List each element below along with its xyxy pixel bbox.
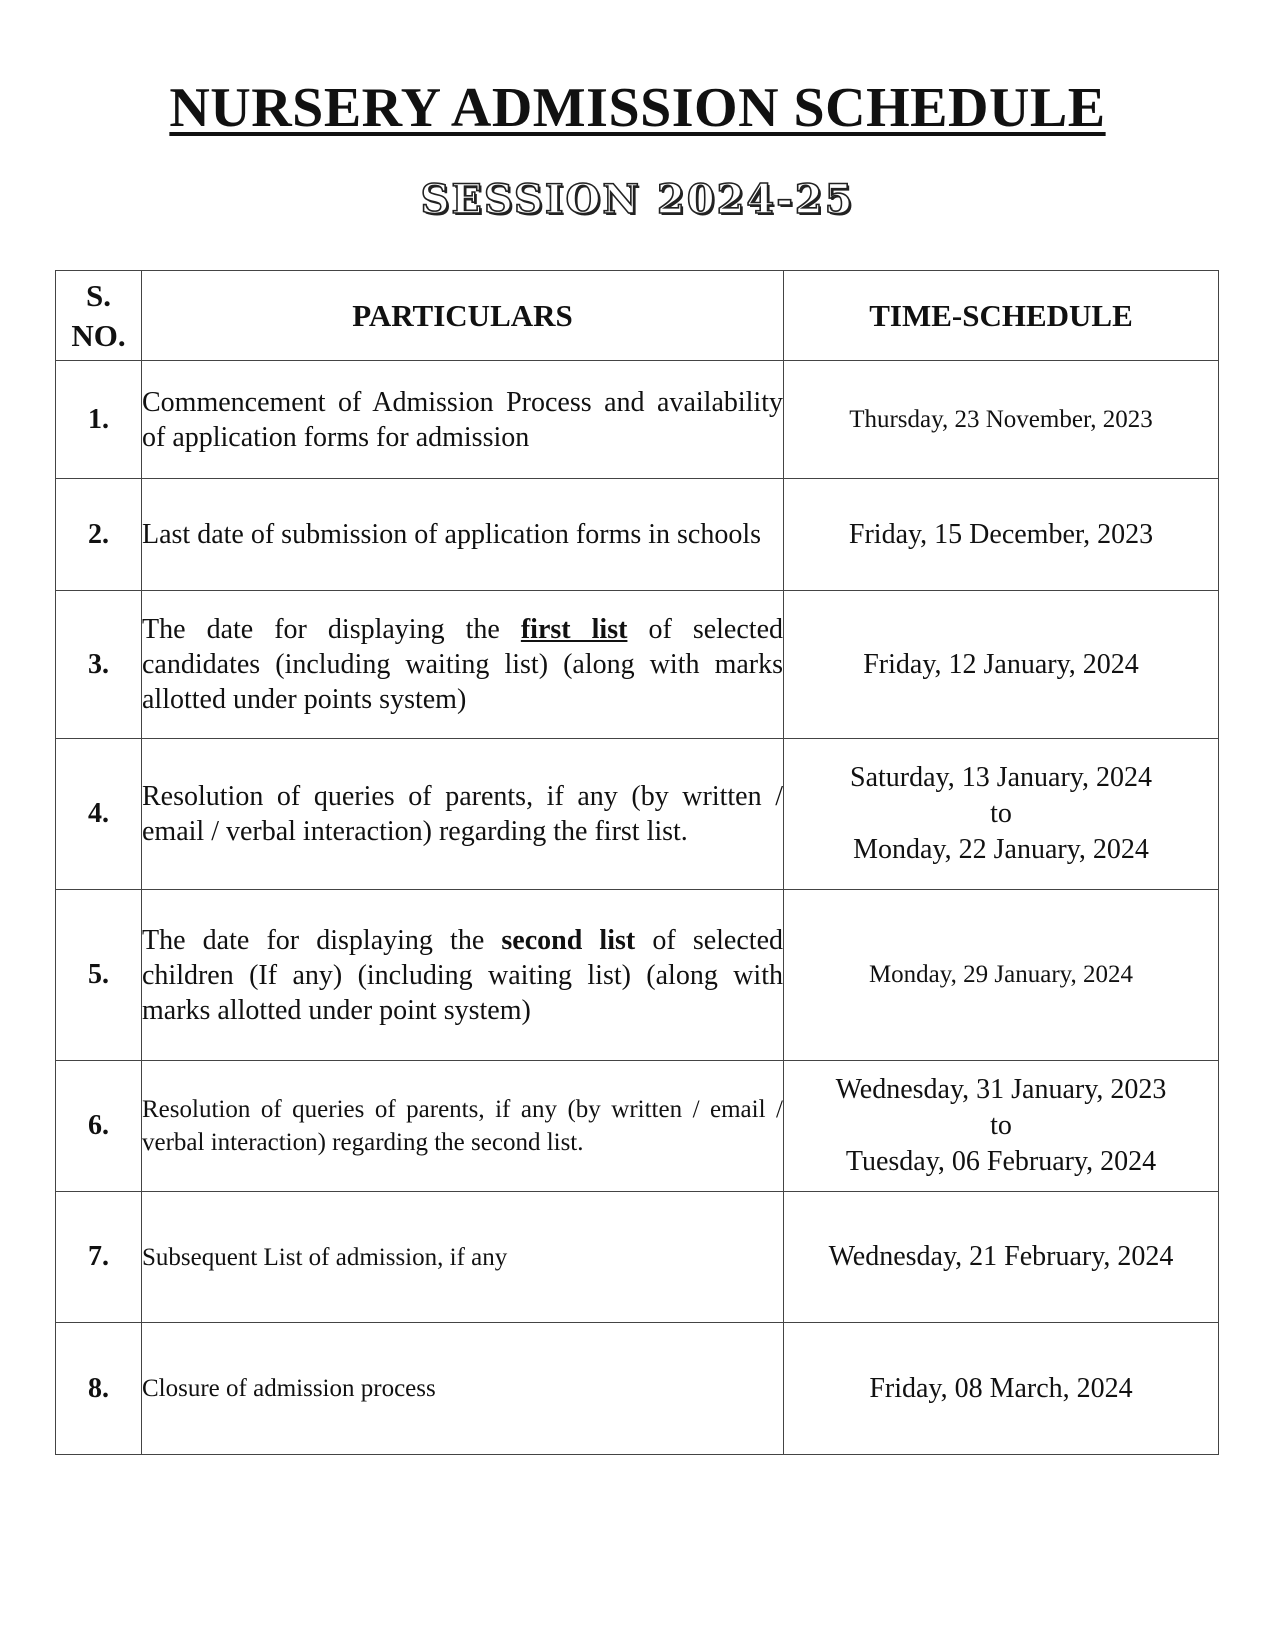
page-title xyxy=(0,72,1275,144)
row-sno: 3. xyxy=(56,591,142,739)
row-sno: 2. xyxy=(56,479,142,591)
table-row xyxy=(56,739,1219,890)
row-particulars: Resolution of queries of parents, if any (by written / email / verbal interaction) regarding the first list. xyxy=(142,739,784,890)
time-to: Tuesday, 06 February, 2024 xyxy=(845,1146,1157,1177)
time-from: Saturday, 13 January, 2024 xyxy=(850,762,1152,793)
row-time: Friday, 12 January, 2024 xyxy=(784,591,1219,739)
row-time: Thursday, 23 November, 2023 xyxy=(784,361,1219,479)
table-row xyxy=(56,890,1219,1061)
table-row xyxy=(56,361,1219,479)
row-sno: 7. xyxy=(56,1192,142,1323)
first-list-emphasis: first list xyxy=(520,614,628,645)
table-row xyxy=(56,1323,1219,1455)
row-sno: 8. xyxy=(56,1323,142,1455)
particulars-text-before: The date for displaying the xyxy=(142,924,502,956)
time-from: Wednesday, 31 January, 2023 xyxy=(835,1074,1167,1105)
row-particulars: Subsequent List of admission, if any xyxy=(142,1192,784,1323)
header-particulars: PARTICULARS xyxy=(142,271,784,361)
row-particulars xyxy=(142,890,784,1061)
row-time: Wednesday, 21 February, 2024 xyxy=(784,1192,1219,1323)
row-particulars: Closure of admission process xyxy=(142,1323,784,1455)
time-to: Monday, 22 January, 2024 xyxy=(853,834,1149,865)
table-row xyxy=(56,479,1219,591)
header-time-schedule: TIME-SCHEDULE xyxy=(784,271,1219,361)
page-title-text: NURSERY ADMISSION SCHEDULE xyxy=(169,77,1106,139)
time-separator: to xyxy=(990,798,1012,829)
row-sno: 1. xyxy=(56,361,142,479)
row-particulars xyxy=(142,591,784,739)
particulars-text-before: The date for displaying the xyxy=(142,614,521,645)
table-row xyxy=(56,591,1219,739)
admission-schedule-table xyxy=(55,270,1219,1455)
row-time-range xyxy=(784,739,1219,890)
row-time: Friday, 15 December, 2023 xyxy=(784,479,1219,591)
time-separator: to xyxy=(990,1110,1012,1141)
table-header-row xyxy=(56,271,1219,361)
row-particulars: Resolution of queries of parents, if any (by written / email / verbal interaction) regarding the second list. xyxy=(142,1061,784,1192)
row-particulars: Commencement of Admission Process and availability of application forms for admission xyxy=(142,361,784,479)
header-sno: S. NO. xyxy=(56,271,142,361)
row-sno: 4. xyxy=(56,739,142,890)
row-sno: 5. xyxy=(56,890,142,1061)
row-sno: 6. xyxy=(56,1061,142,1192)
row-time-range xyxy=(784,1061,1219,1192)
particulars-text-after: of selected children (If any) (including waiting list) (along with marks allotted under point system) xyxy=(142,924,783,1026)
table-row xyxy=(56,1192,1219,1323)
second-list-emphasis: second list xyxy=(501,924,636,956)
particulars-text-after: of selected candidates (including waiting list) (along with marks allotted under points system) xyxy=(142,614,783,715)
session-subtitle: SESSION 2024-25 xyxy=(420,176,855,223)
row-particulars: Last date of submission of application forms in schools xyxy=(142,479,784,591)
row-time: Monday, 29 January, 2024 xyxy=(784,890,1219,1061)
row-time: Friday, 08 March, 2024 xyxy=(784,1323,1219,1455)
table-row xyxy=(56,1061,1219,1192)
